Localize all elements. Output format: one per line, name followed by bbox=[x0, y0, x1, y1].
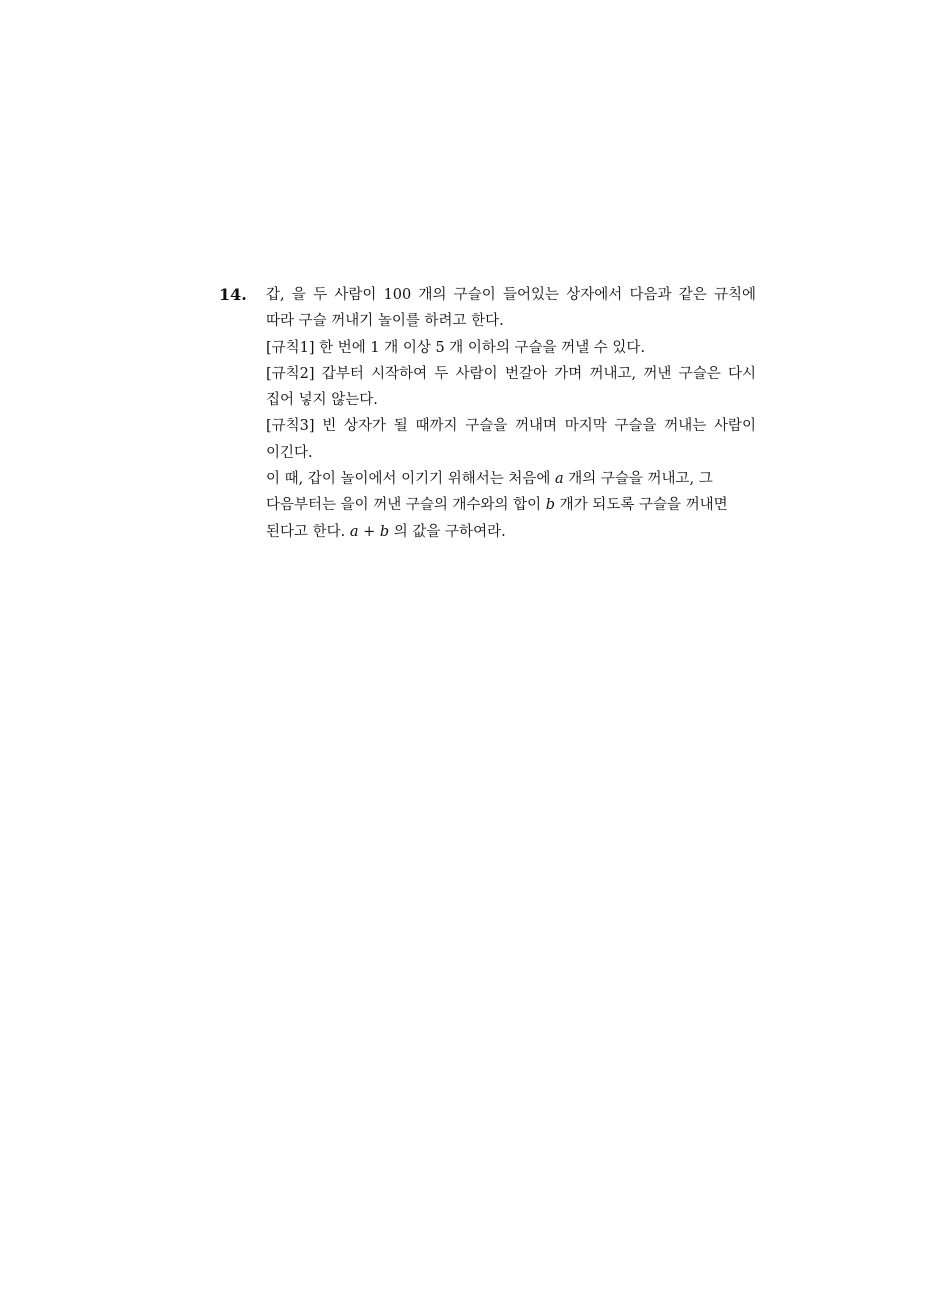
question-line-2 bbox=[266, 492, 756, 518]
question-line-3 bbox=[266, 519, 756, 545]
problem-number: 14. bbox=[219, 285, 247, 304]
question-text: 의 값을 구하여라. bbox=[389, 523, 506, 540]
rule-1: [규칙1] 한 번에 1 개 이상 5 개 이하의 구슬을 꺼낼 수 있다. bbox=[266, 339, 646, 356]
rule-3-continued: 이긴다. bbox=[266, 444, 313, 461]
question-text: 개의 구슬을 꺼내고, 그 bbox=[563, 471, 713, 488]
question-text: 개가 되도록 구슬을 꺼내면 bbox=[555, 497, 728, 514]
question-text: 된다고 한다. bbox=[266, 523, 350, 540]
question-line-1 bbox=[266, 466, 756, 492]
problem-line-2: 따라 구슬 꺼내기 놀이를 하려고 한다. bbox=[266, 313, 504, 330]
variable-b: b bbox=[545, 497, 556, 514]
problem-body bbox=[266, 282, 756, 545]
plus-sign: + bbox=[358, 523, 380, 540]
variable-a: a bbox=[555, 471, 564, 488]
expression-a: a bbox=[349, 523, 359, 540]
question-text: 다음부터는 을이 꺼낸 구슬의 개수와의 합이 bbox=[266, 497, 546, 514]
rule-2-continued: 집어 넣지 않는다. bbox=[266, 392, 378, 409]
question-text: 이 때, 갑이 놀이에서 이기기 위해서는 처음에 bbox=[266, 471, 555, 488]
expression-b: b bbox=[379, 523, 390, 540]
rule-2: [규칙2] 갑부터 시작하여 두 사람이 번갈아 가며 꺼내고, 꺼낸 구슬은 다시 bbox=[266, 365, 756, 382]
problem-line-1: 갑, 을 두 사람이 100 개의 구슬이 들어있는 상자에서 다음과 같은 규칙에 bbox=[266, 287, 756, 303]
rule-3: [규칙3] 빈 상자가 될 때까지 구슬을 꺼내며 마지막 구슬을 꺼내는 사람이 bbox=[266, 418, 756, 435]
